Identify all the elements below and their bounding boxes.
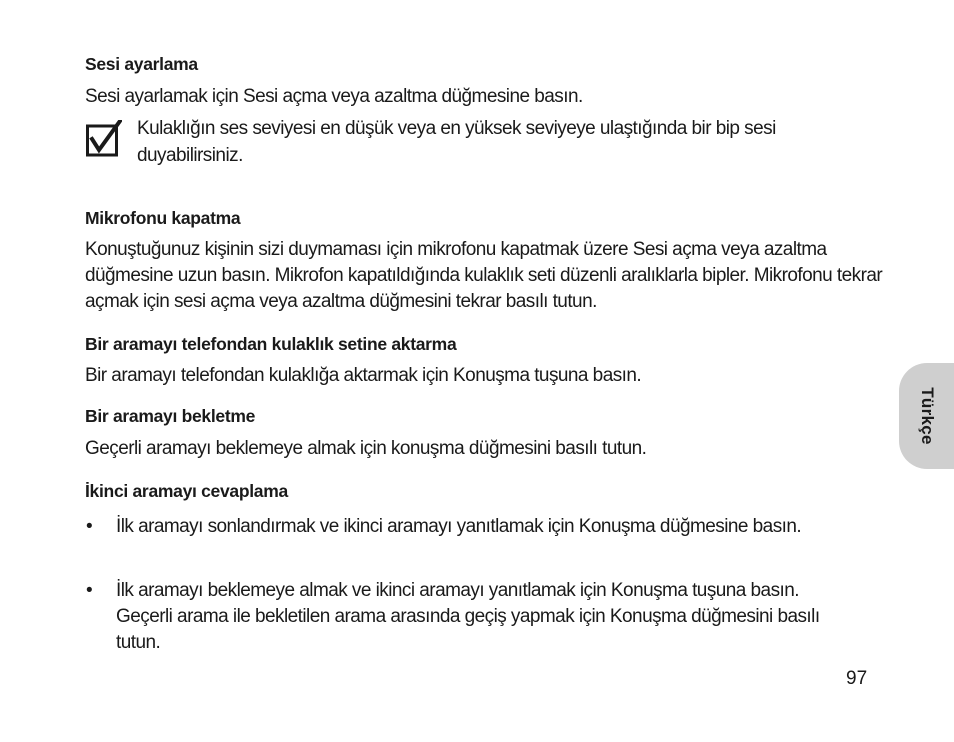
- text-transfer: Bir aramayı telefondan kulaklığa aktarmak için Konuşma tuşuna basın.: [85, 365, 642, 386]
- text-hold: Geçerli aramayı beklemeye almak için konuşma düğmesini basılı tutun.: [85, 438, 647, 459]
- heading-second-call: İkinci aramayı cevaplama: [85, 481, 288, 501]
- bullet-marker-1: •: [86, 516, 93, 537]
- text-mute: Konuştuğunuz kişinin sizi duymaması için mikrofonu kapatmak üzere Sesi açma veya azaltma düğmesine uzun basın. Mikrofon kapatıldığında kulaklık seti düzenli aralıklarla bipler. Mikrofonu tekrar açmak için sesi açma veya azaltma düğmesini tekrar basılı tutun.: [85, 239, 883, 312]
- bullet-item-1: İlk aramayı sonlandırmak ve ikinci aramayı yanıtlamak için Konuşma düğmesine basın.: [116, 516, 802, 537]
- checkbox-check-icon: [86, 120, 122, 160]
- heading-hold: Bir aramayı bekletme: [85, 406, 256, 426]
- note-volume: Kulaklığın ses seviyesi en düşük veya en yüksek seviyeye ulaştığında bir bip sesi duyabilirsiniz.: [137, 118, 776, 166]
- heading-mute: Mikrofonu kapatma: [85, 208, 241, 228]
- language-tab-label: Türkçe: [918, 387, 937, 445]
- bullet-item-2: İlk aramayı beklemeye almak ve ikinci aramayı yanıtlamak için Konuşma tuşuna basın. Geçerli arama ile bekletilen arama arasında geçiş yapmak için Konuşma düğmesini basılı tutun.: [116, 580, 820, 653]
- text-volume: Sesi ayarlamak için Sesi açma veya azaltma düğmesine basın.: [85, 86, 583, 107]
- page-number: 97: [846, 668, 868, 689]
- bullet-marker-2: •: [86, 580, 93, 601]
- heading-volume: Sesi ayarlama: [85, 54, 198, 74]
- heading-transfer: Bir aramayı telefondan kulaklık setine aktarma: [85, 334, 457, 354]
